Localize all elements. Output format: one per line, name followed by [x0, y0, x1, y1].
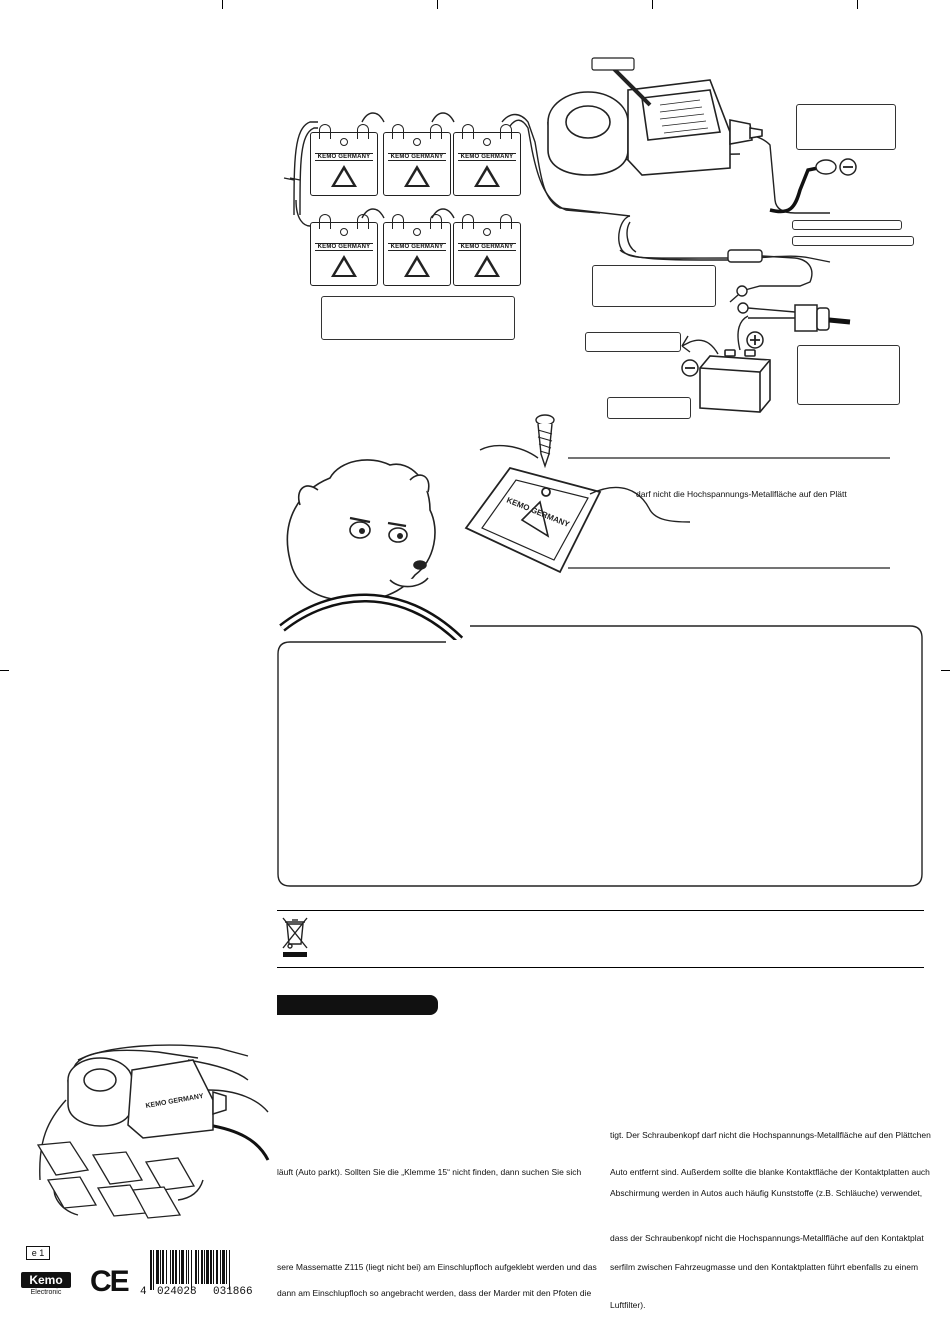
weee-rule-top — [277, 910, 924, 911]
contact-plate-2: KEMO GERMANY — [383, 132, 451, 196]
label-box-fuse — [592, 265, 716, 307]
column-right-line-2: Auto entfernt sind. Außerdem sollte die blanke Kontaktfläche der Kontaktplatten auch — [610, 1167, 930, 1177]
barcode-group-1: 024028 — [157, 1286, 197, 1298]
label-box-cable-2 — [792, 236, 914, 246]
info-panel — [276, 624, 924, 888]
column-left-line-2: sere Massematte Z115 (liegt nicht bei) am Einschlupfloch aufgeklebt werden und das — [277, 1262, 597, 1272]
column-right-line-1: tigt. Der Schraubenkopf darf nicht die Hochspannungs-Metallfläche auf den Plättchen — [610, 1130, 931, 1140]
product-brand-mark: KEMO GERMANY — [145, 1092, 205, 1110]
crossed-wheelie-bin-icon — [280, 914, 310, 958]
label-box-switch — [797, 345, 900, 405]
label-box-minus — [585, 332, 681, 352]
ce-mark: CE — [90, 1265, 128, 1298]
contact-plate-1: KEMO GERMANY — [310, 132, 378, 196]
column-left-line-3: dann am Einschlupfloch so angebracht werden, dass der Marder mit den Pfoten die — [277, 1288, 592, 1298]
column-right-line-6: Luftfilter). — [610, 1300, 646, 1310]
marten-illustration-icon — [270, 410, 910, 640]
label-box-ground — [796, 104, 896, 150]
plate-brand-perspective: KEMO GERMANY — [505, 495, 571, 529]
screw-icon — [536, 415, 554, 466]
section-heading-bar — [277, 995, 438, 1015]
crop-mark-left — [0, 670, 9, 671]
crop-mark-right — [941, 670, 950, 671]
column-left-line-1: läuft (Auto parkt). Sollten Sie die „Klemme 15“ nicht finden, dann suchen Sie sich — [277, 1167, 582, 1177]
label-box-cable-1 — [792, 220, 902, 230]
kemo-logo: Kemo — [21, 1272, 71, 1288]
crop-mark-top-4 — [857, 0, 858, 9]
kemo-logo-sub: Electronic — [30, 1289, 62, 1296]
product-illustration — [18, 1030, 278, 1230]
screw-note: darf nicht die Hochspannungs-Metallfläche auf den Plätt — [636, 489, 847, 499]
column-right-line-4: dass der Schraubenkopf nicht die Hochspannungs-Metallfläche auf den Kontaktplat — [610, 1233, 924, 1243]
contact-plate-5: KEMO GERMANY — [383, 222, 451, 286]
column-right-line-5: serfilm zwischen Fahrzeugmasse und den Kontaktplatten führt ebenfalls zu einem — [610, 1262, 919, 1272]
crop-mark-top-2 — [437, 0, 438, 9]
contact-plate-4: KEMO GERMANY — [310, 222, 378, 286]
crop-mark-top-3 — [652, 0, 653, 9]
contact-plate-3: KEMO GERMANY — [453, 132, 521, 196]
contact-plate-6: KEMO GERMANY — [453, 222, 521, 286]
e1-mark: e 1 — [26, 1246, 50, 1260]
weee-rule-bottom — [277, 967, 924, 968]
barcode-group-2: 031866 — [213, 1286, 253, 1298]
barcode-lead-digit: 4 — [140, 1286, 147, 1298]
column-right-line-3: Abschirmung werden in Autos auch häufig Kunststoffe (z.B. Schläuche) verwendet, — [610, 1188, 923, 1198]
label-box-plates — [321, 296, 515, 340]
crop-mark-top-1 — [222, 0, 223, 9]
